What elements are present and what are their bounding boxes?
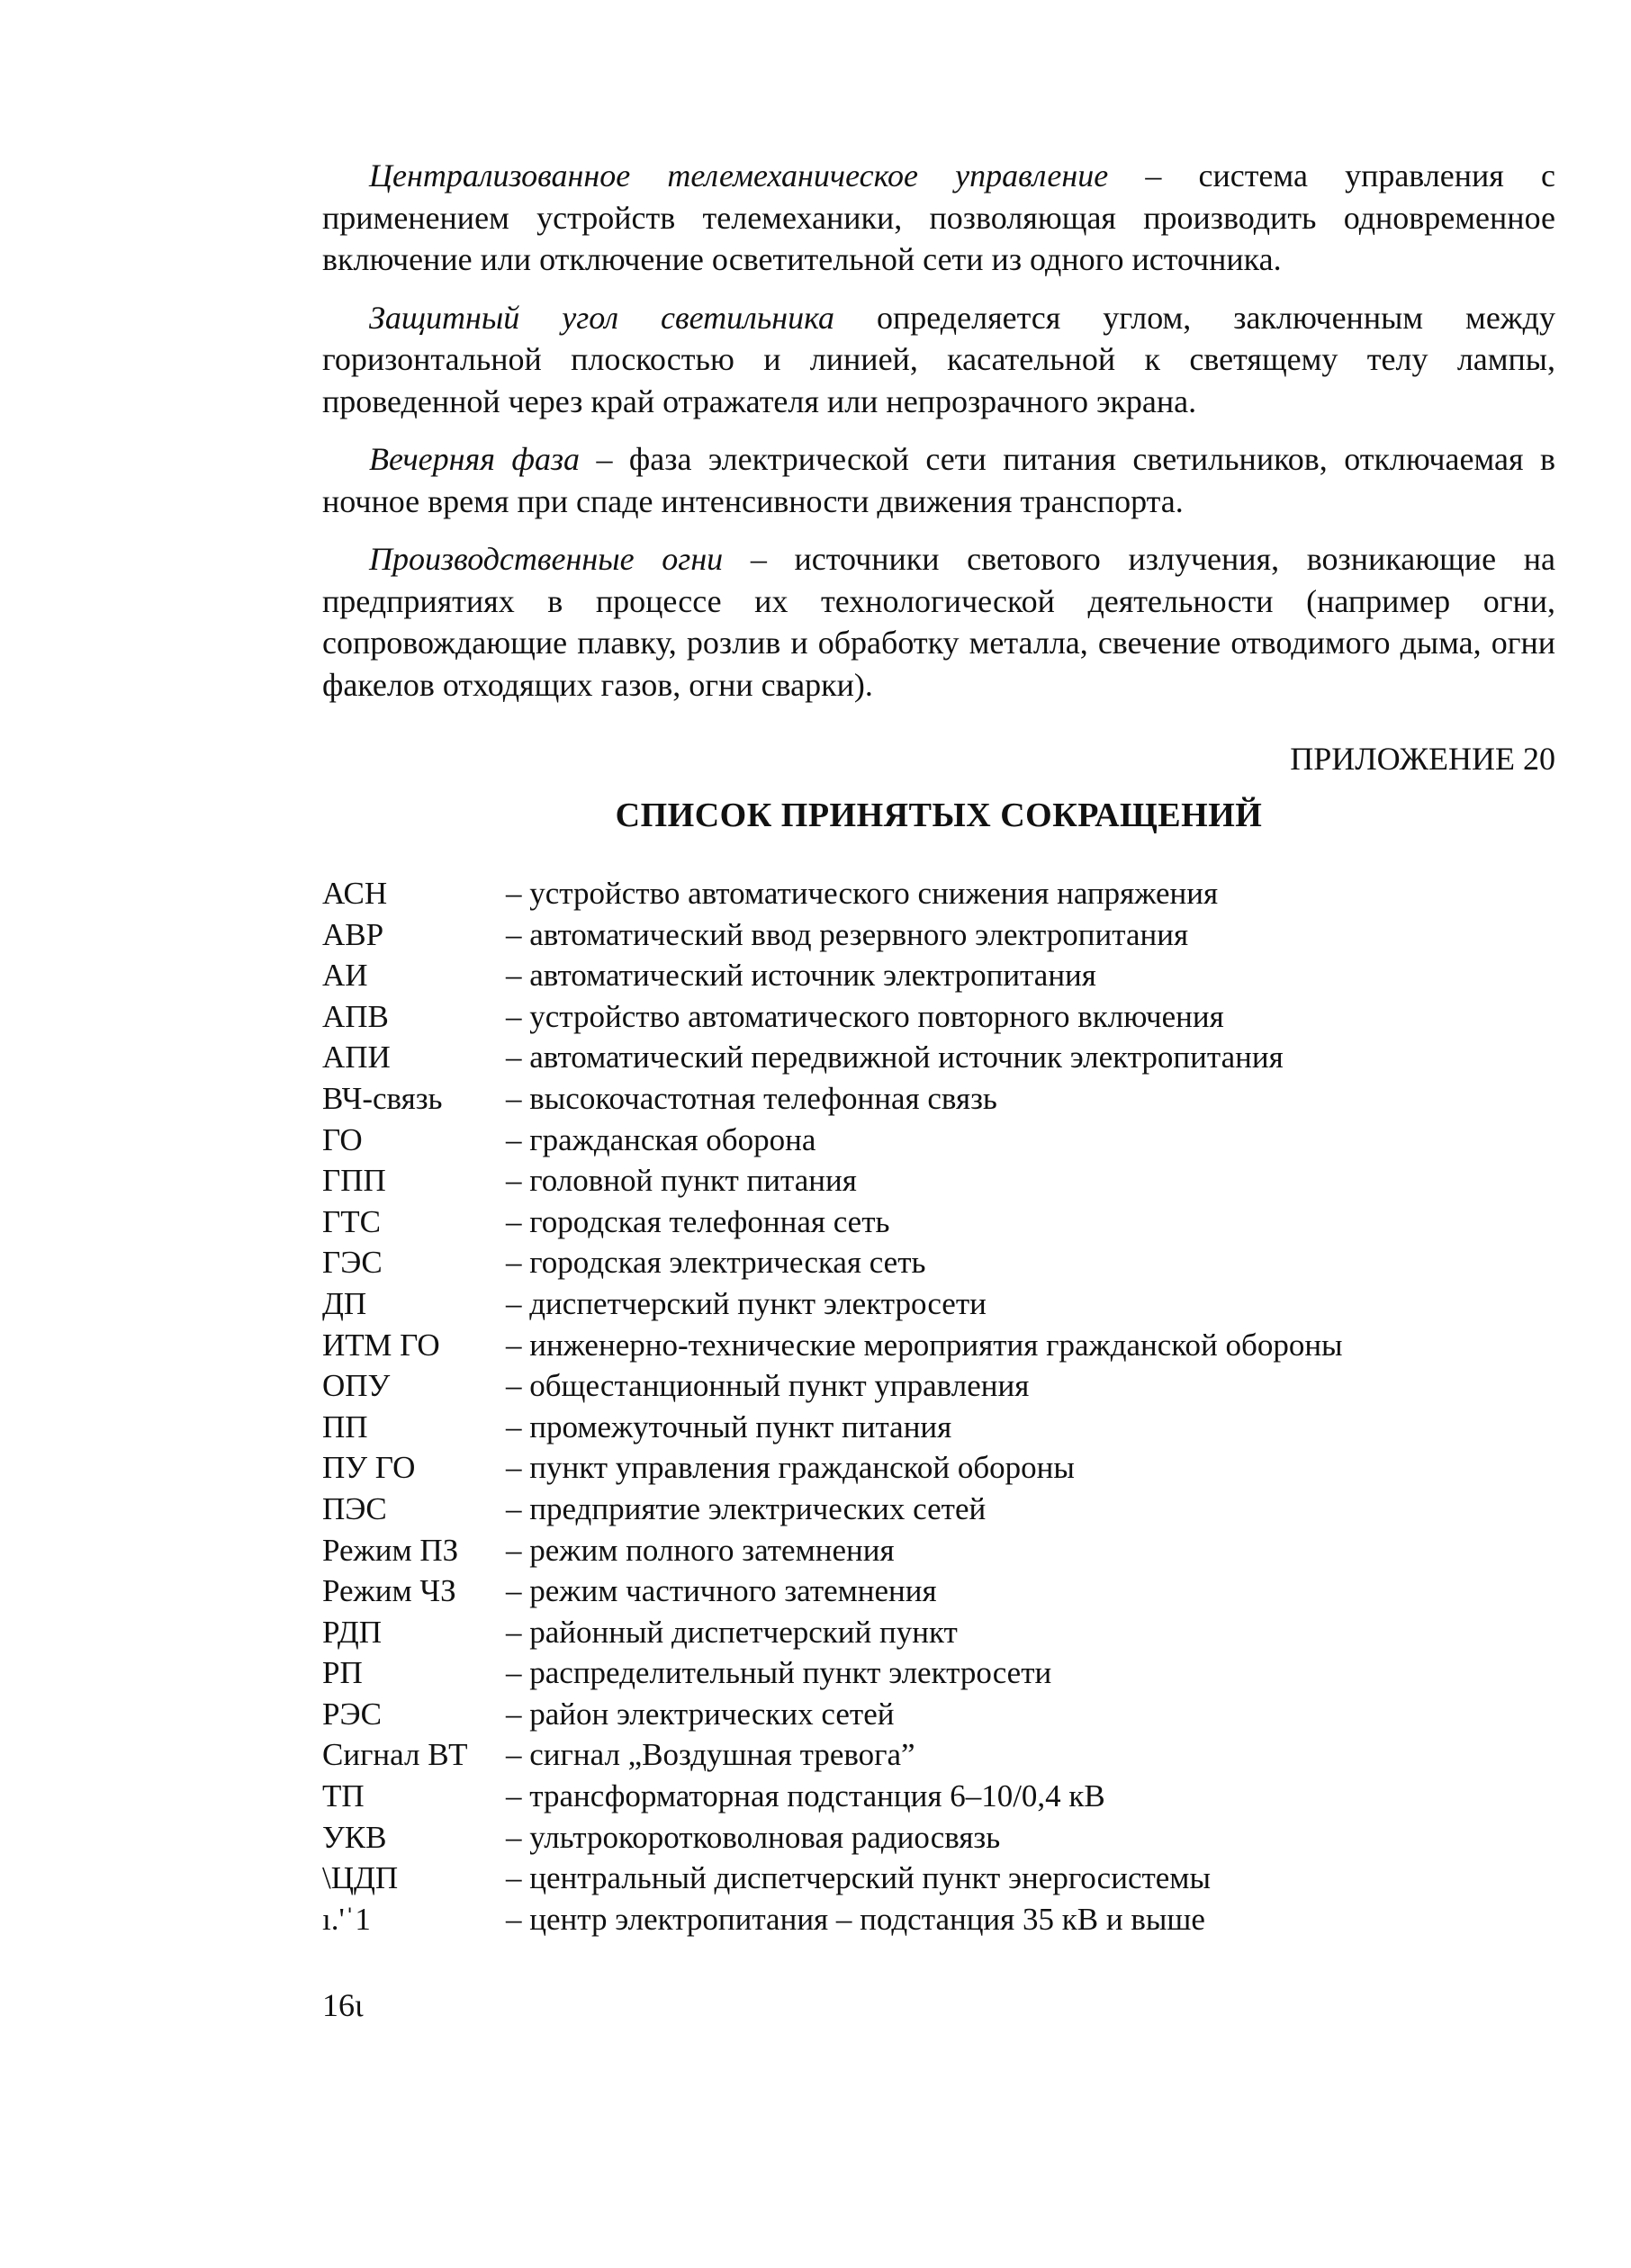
definition-term: Централизованное телемеханическое управление	[369, 158, 1109, 194]
abbreviation-definition: – районный диспетчерский пункт	[506, 1614, 958, 1650]
abbreviation-term: РП	[322, 1655, 363, 1691]
abbreviation-term: РДП	[322, 1614, 382, 1650]
abbreviation-row	[322, 1612, 1555, 1653]
abbreviation-term: Сигнал ВТ	[322, 1737, 468, 1773]
abbreviation-definition: – гражданская оборона	[506, 1121, 816, 1157]
abbreviation-term: АВР	[322, 916, 384, 952]
definitions-section	[322, 155, 1555, 706]
abbreviation-term: ВЧ-связь	[322, 1080, 443, 1116]
abbreviation-definition: – предприятие электрических сетей	[506, 1490, 987, 1526]
abbreviation-term: ГПП	[322, 1163, 386, 1199]
abbreviation-row	[322, 1530, 1555, 1571]
abbreviation-row	[322, 955, 1555, 996]
definition-text: – источники светового излучения, возникающие на предприятиях в процессе их технологической деятельности (например огни, сопровождающие плавку, розлив и обработку металла, свечение отводимого дыма, огни факелов отходящих газов, огни сварки).	[322, 541, 1556, 703]
page-content	[322, 155, 1555, 1940]
abbreviation-definition: – промежуточный пункт питания	[506, 1408, 952, 1444]
abbreviation-row	[322, 1570, 1555, 1612]
abbreviation-term: ОПУ	[322, 1368, 391, 1404]
definition-text: – система управления с применением устройств телемеханики, позволяющая производить одновременное включение или отключение осветительной сети из одного источника.	[322, 158, 1555, 277]
abbreviation-definition: – устройство автоматического повторного включения	[506, 998, 1224, 1034]
abbreviation-definition: – автоматический источник электропитания	[506, 958, 1096, 994]
abbreviation-row	[322, 1037, 1555, 1078]
abbreviation-row	[322, 1325, 1555, 1366]
abbreviation-term: ГО	[322, 1121, 363, 1157]
abbreviation-row	[322, 1365, 1555, 1407]
abbreviation-definition: – район электрических сетей	[506, 1696, 895, 1732]
abbreviation-term: ТП	[322, 1778, 365, 1814]
abbreviation-term: ПЭС	[322, 1490, 387, 1526]
abbreviation-definition: – автоматический ввод резервного электропитания	[506, 916, 1189, 952]
abbreviation-row	[322, 1447, 1555, 1489]
abbreviation-row	[322, 1899, 1555, 1940]
abbreviation-definition: – трансформаторная подстанция 6–10/0,4 кВ	[506, 1778, 1105, 1814]
abbreviation-row	[322, 1734, 1555, 1776]
abbreviation-row	[322, 1858, 1555, 1899]
definition-paragraph	[322, 438, 1555, 522]
abbreviation-row	[322, 1202, 1555, 1243]
abbreviation-term: ГЭС	[322, 1245, 383, 1281]
abbreviation-definition: – распределительный пункт электросети	[506, 1655, 1052, 1691]
abbreviation-term: АСН	[322, 876, 388, 911]
abbreviation-term: ГТС	[322, 1203, 381, 1239]
abbreviation-definition: – центр электропитания – подстанция 35 кВ и выше	[506, 1901, 1205, 1937]
abbreviation-term: \ЦДП	[322, 1860, 399, 1896]
abbreviation-row	[322, 1694, 1555, 1735]
definition-paragraph	[322, 297, 1555, 423]
definition-term: Производственные огни	[369, 541, 724, 577]
abbreviation-term: АПВ	[322, 998, 389, 1034]
abbreviation-definition: – диспетчерский пункт электросети	[506, 1285, 987, 1321]
abbreviation-definition: – городская электрическая сеть	[506, 1245, 926, 1281]
abbreviation-list	[322, 873, 1555, 1940]
abbreviation-row	[322, 1242, 1555, 1283]
abbreviation-row	[322, 1078, 1555, 1120]
abbreviation-definition: – головной пункт питания	[506, 1163, 857, 1199]
abbreviation-definition: – режим полного затемнения	[506, 1532, 895, 1568]
abbreviation-definition: – высокочастотная телефонная связь	[506, 1080, 997, 1116]
abbreviation-term: Режим ЧЗ	[322, 1573, 456, 1609]
abbreviation-term: ИТМ ГО	[322, 1327, 440, 1363]
abbreviation-term: АИ	[322, 958, 368, 994]
abbreviation-term: ı.'ˈ1	[322, 1901, 371, 1937]
abbreviation-term: УКВ	[322, 1819, 387, 1855]
abbreviation-definition: – ультрокоротковолновая радиосвязь	[506, 1819, 1001, 1855]
abbreviation-row	[322, 1817, 1555, 1858]
abbreviation-row	[322, 1652, 1555, 1694]
abbreviation-definition: – автоматический передвижной источник электропитания	[506, 1040, 1284, 1076]
abbreviation-definition: – центральный диспетчерский пункт энергосистемы	[506, 1860, 1211, 1896]
abbreviation-row	[322, 914, 1555, 956]
abbreviation-definition: – пункт управления гражданской обороны	[506, 1450, 1075, 1486]
list-title: СПИСОК ПРИНЯТЫХ СОКРАЩЕНИЙ	[615, 796, 1263, 834]
abbreviation-row	[322, 1160, 1555, 1202]
abbreviation-definition: – инженерно-технические мероприятия гражданской обороны	[506, 1327, 1343, 1363]
abbreviation-row	[322, 1283, 1555, 1325]
abbreviation-row	[322, 1120, 1555, 1161]
abbreviation-term: АПИ	[322, 1040, 391, 1076]
abbreviation-definition: – общестанционный пункт управления	[506, 1368, 1030, 1404]
definition-paragraph	[322, 538, 1555, 706]
definition-term: Защитный угол светильника	[369, 299, 835, 336]
abbreviation-definition: – режим частичного затемнения	[506, 1573, 937, 1609]
abbreviation-definition: – сигнал „Воздушная тревога”	[506, 1737, 915, 1773]
abbreviation-row	[322, 1776, 1555, 1817]
abbreviation-row	[322, 873, 1555, 914]
abbreviation-term: ДП	[322, 1285, 367, 1321]
abbreviation-term: ПУ ГО	[322, 1450, 416, 1486]
abbreviation-term: РЭС	[322, 1696, 382, 1732]
abbreviation-term: Режим ПЗ	[322, 1532, 459, 1568]
definition-paragraph	[322, 155, 1555, 281]
abbreviation-row	[322, 996, 1555, 1038]
appendix-label: ПРИЛОЖЕНИЕ 20	[1290, 741, 1555, 777]
definition-text: определяется углом, заключенным между горизонтальной плоскостью и линией, касательной к светящему телу лампы, проведенной через край отражателя или непрозрачного экрана.	[322, 299, 1555, 419]
page-number: 16ι	[322, 1987, 364, 2023]
definition-text: – фаза электрической сети питания светильников, отключаемая в ночное время при спаде интенсивности движения транспорта.	[322, 441, 1555, 519]
definition-term: Вечерняя фаза	[369, 441, 581, 477]
abbreviation-definition: – устройство автоматического снижения напряжения	[506, 876, 1219, 911]
abbreviation-row	[322, 1407, 1555, 1448]
abbreviation-term: ПП	[322, 1408, 368, 1444]
abbreviation-row	[322, 1489, 1555, 1530]
abbreviation-definition: – городская телефонная сеть	[506, 1203, 890, 1239]
